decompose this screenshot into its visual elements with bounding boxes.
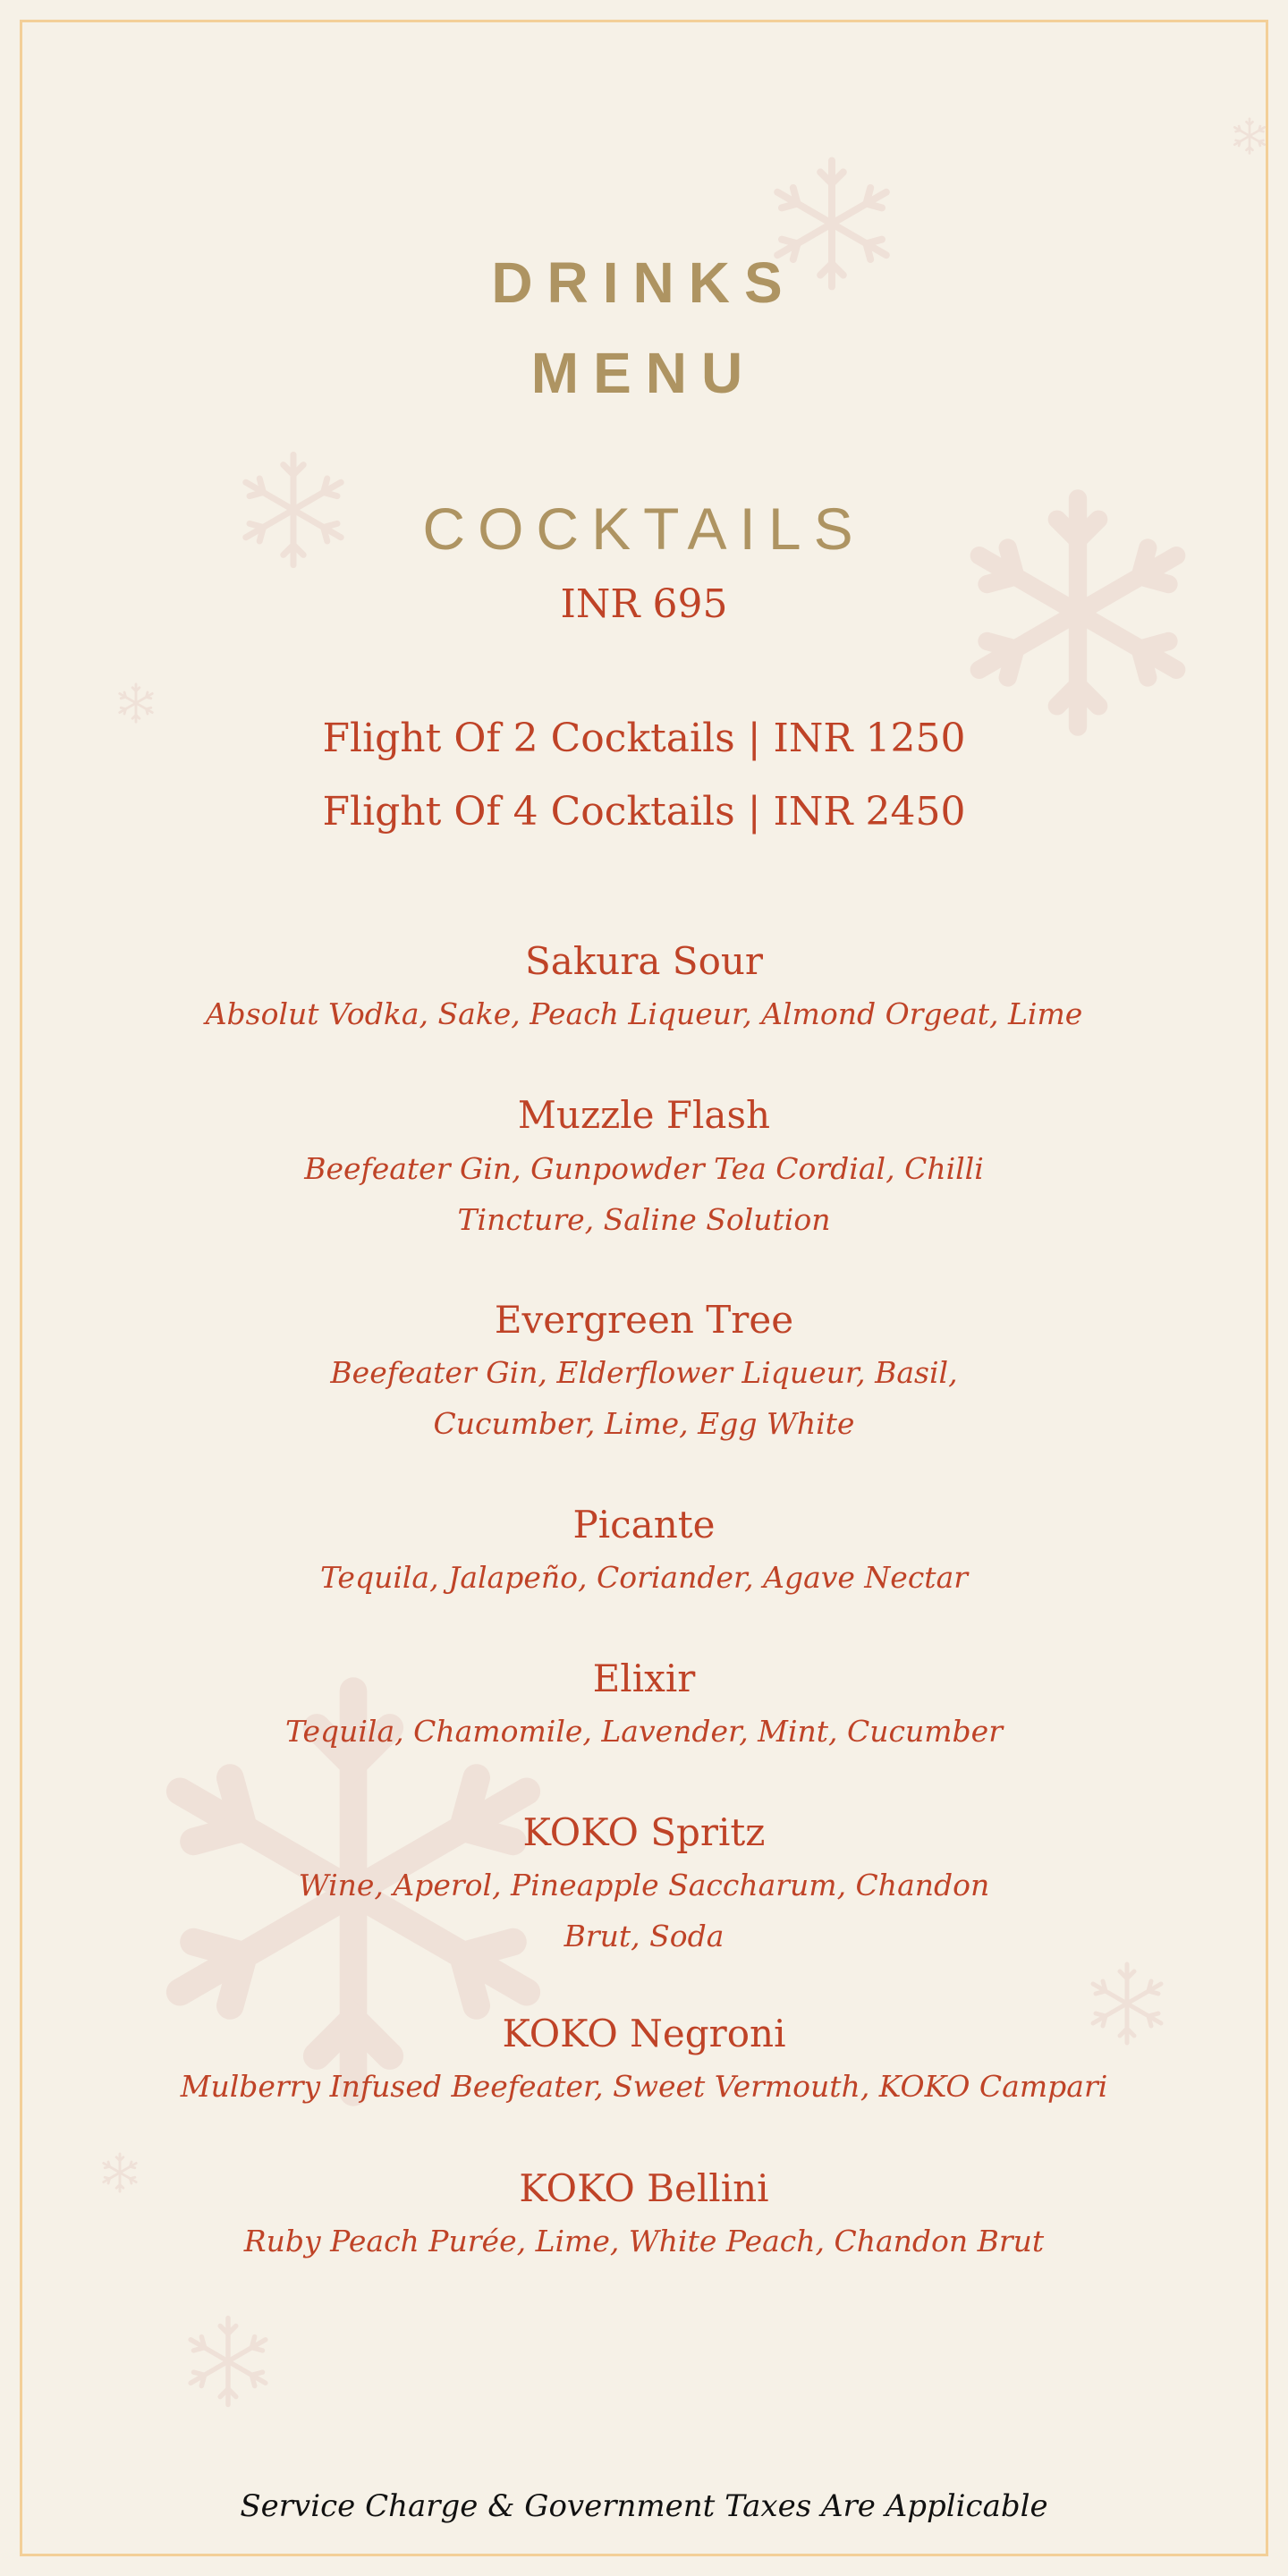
flight-offer: Flight Of 2 Cocktails | INR 1250 — [322, 716, 966, 761]
snowflake-icon — [179, 2312, 277, 2411]
cocktail-price: INR 695 — [560, 581, 728, 627]
tax-notice: Service Charge & Government Taxes Are Applicable — [240, 2488, 1048, 2524]
drink-name: KOKO Bellini — [519, 2166, 769, 2210]
drink-name: Elixir — [592, 1657, 696, 1700]
drink-name: KOKO Negroni — [502, 2012, 786, 2055]
drink-ingredients: Absolut Vodka, Sake, Peach Liqueur, Almond Orgeat, Lime — [205, 996, 1083, 1031]
menu-title-line-2: MENU — [530, 341, 758, 405]
drink-ingredients: Beefeater Gin, Elderflower Liqueur, Basil, Cucumber, Lime, Egg White — [330, 1355, 958, 1441]
section-title: COCKTAILS — [422, 496, 866, 562]
drink-ingredients: Mulberry Infused Beefeater, Sweet Vermouth, KOKO Campari — [180, 2069, 1108, 2104]
snowflake-icon — [114, 682, 157, 724]
drink-ingredients: Wine, Aperol, Pineapple Saccharum, Chandon Brut, Soda — [298, 1868, 990, 1953]
flight-offer: Flight Of 4 Cocktails | INR 2450 — [322, 789, 966, 835]
drink-name: KOKO Spritz — [522, 1810, 766, 1854]
drink-name: Sakura Sour — [525, 939, 763, 983]
drink-ingredients: Ruby Peach Purée, Lime, White Peach, Chandon Brut — [243, 2224, 1045, 2258]
drink-name: Muzzle Flash — [517, 1093, 771, 1137]
drink-ingredients: Beefeater Gin, Gunpowder Tea Cordial, Chilli Tincture, Saline Solution — [304, 1151, 984, 1237]
drink-name: Evergreen Tree — [494, 1298, 794, 1342]
drink-ingredients: Tequila, Chamomile, Lavender, Mint, Cucumber — [285, 1714, 1003, 1749]
drink-name: Picante — [572, 1503, 716, 1546]
snowflake-icon — [1230, 116, 1269, 156]
drink-ingredients: Tequila, Jalapeño, Coriander, Agave Nectar — [319, 1560, 969, 1595]
menu-title-line-1: DRINKS — [491, 250, 797, 315]
